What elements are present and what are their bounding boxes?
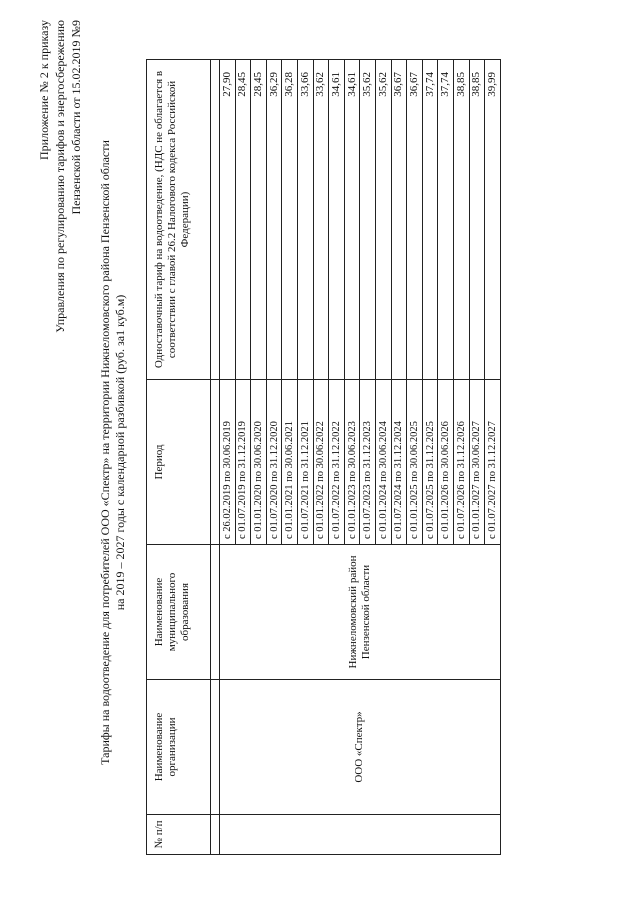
appendix-line-2: Управления по регулированию тарифов и энергосбережению xyxy=(53,20,67,333)
tariff-cell: 38,85 xyxy=(469,60,485,380)
header-tariff: Одноставочный тариф на водоотведение, (НДС не облагается в соответствии с главой 26.2 Налогового кодекса Российской Федерации) xyxy=(147,60,211,380)
header-organization: Наименование организации xyxy=(147,680,211,815)
header-period: Период xyxy=(147,380,211,545)
tariff-cell: 37,74 xyxy=(438,60,454,380)
tariff-cell: 34,61 xyxy=(329,60,345,380)
tariff-table xyxy=(146,59,501,855)
blank-period-cell xyxy=(211,380,220,545)
period-cell: с 01.07.2019 по 31.12.2019 xyxy=(235,380,251,545)
period-cell: с 01.01.2024 по 30.06.2024 xyxy=(375,380,391,545)
appendix-line-1: Приложение № 2 к приказу xyxy=(37,20,51,160)
blank-tariff-cell xyxy=(211,60,220,380)
period-cell: с 01.01.2027 по 30.06.2027 xyxy=(469,380,485,545)
period-cell: с 01.01.2026 по 30.06.2026 xyxy=(438,380,454,545)
municipality-cell: Нижнеломовский район Пензенской области xyxy=(220,545,501,680)
tariff-table-body xyxy=(211,60,501,855)
title-line-1: Тарифы на водоотведение для потребителей ООО «Спектр» на территории Нижнеломовского района Пензенской области xyxy=(98,140,112,765)
period-cell: с 01.07.2027 по 31.12.2027 xyxy=(485,380,501,545)
period-cell: с 01.07.2023 по 31.12.2023 xyxy=(360,380,376,545)
period-cell: с 01.01.2020 по 30.06.2020 xyxy=(251,380,267,545)
appendix-header xyxy=(36,20,84,380)
tariff-table-header xyxy=(147,60,211,855)
tariff-cell: 28,45 xyxy=(251,60,267,380)
blank-number-cell xyxy=(211,815,220,855)
period-cell: с 01.07.2021 по 31.12.2021 xyxy=(297,380,313,545)
header-number: № п/п xyxy=(147,815,211,855)
period-cell: с 01.07.2026 по 31.12.2026 xyxy=(453,380,469,545)
tariff-cell: 35,62 xyxy=(360,60,376,380)
title-line-2: на 2019 – 2027 годы с календарной разбивкой (руб. за1 куб.м) xyxy=(113,294,127,611)
tariff-cell: 34,61 xyxy=(344,60,360,380)
period-cell: с 01.01.2022 по 30.06.2022 xyxy=(313,380,329,545)
period-cell: с 01.01.2023 по 30.06.2023 xyxy=(344,380,360,545)
blank-municipality-cell xyxy=(211,545,220,680)
table-row xyxy=(220,60,236,855)
header-municipality: Наименование муниципального образования xyxy=(147,545,211,680)
tariff-cell: 36,29 xyxy=(266,60,282,380)
tariff-cell: 27,90 xyxy=(220,60,236,380)
document-title xyxy=(98,40,128,865)
period-cell: с 01.07.2022 по 31.12.2022 xyxy=(329,380,345,545)
period-cell: с 01.01.2025 по 30.06.2025 xyxy=(407,380,423,545)
organization-cell: ООО «Спектр» xyxy=(220,680,501,815)
tariff-cell: 36,67 xyxy=(391,60,407,380)
tariff-cell: 36,67 xyxy=(407,60,423,380)
tariff-cell: 33,66 xyxy=(297,60,313,380)
period-cell: с 26.02.2019 по 30.06.2019 xyxy=(220,380,236,545)
tariff-cell: 35,62 xyxy=(375,60,391,380)
tariff-cell: 28,45 xyxy=(235,60,251,380)
tariff-cell: 33,62 xyxy=(313,60,329,380)
tariff-cell: 36,28 xyxy=(282,60,298,380)
row-number-cell xyxy=(220,815,501,855)
period-cell: с 01.07.2025 по 31.12.2025 xyxy=(422,380,438,545)
blank-organization-cell xyxy=(211,680,220,815)
tariff-cell: 38,85 xyxy=(453,60,469,380)
period-cell: с 01.07.2024 по 31.12.2024 xyxy=(391,380,407,545)
period-cell: с 01.07.2020 по 31.12.2020 xyxy=(266,380,282,545)
tariff-cell: 39,99 xyxy=(485,60,501,380)
period-cell: с 01.01.2021 по 30.06.2021 xyxy=(282,380,298,545)
tariff-cell: 37,74 xyxy=(422,60,438,380)
appendix-line-3: Пензенской области от 15.02.2019 №9 xyxy=(69,20,83,215)
